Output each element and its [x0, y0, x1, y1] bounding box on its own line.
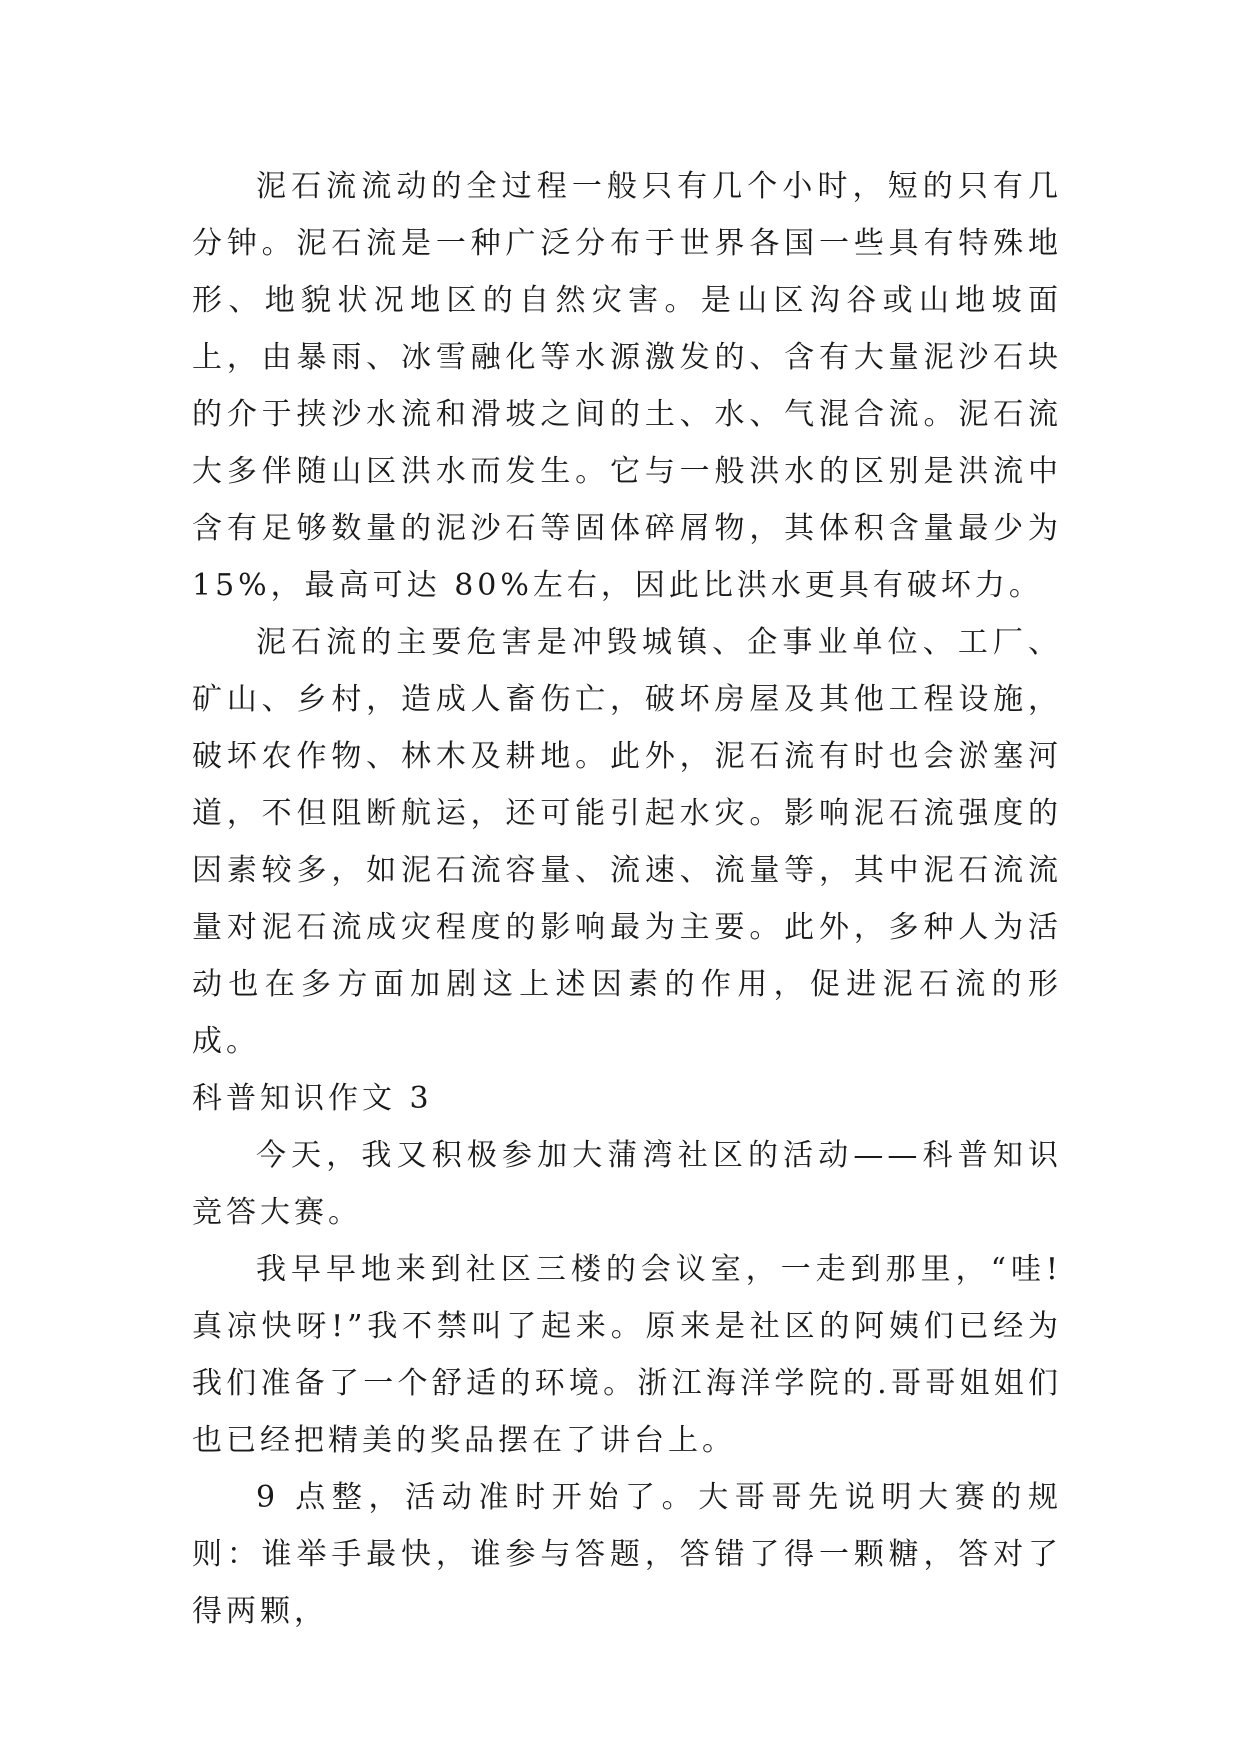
paragraph-debris-flow-intro: 泥石流流动的全过程一般只有几个小时，短的只有几分钟。泥石流是一种广泛分布于世界各国一些具有特殊地形、地貌状况地区的自然灾害。是山区沟谷或山地坡面上，由暴雨、冰雪融化等水源激发的、含有大量泥沙石块的介于挟沙水流和滑坡之间的土、水、气混合流。泥石流大多伴随山区洪水而发生。它与一般洪水的区别是洪流中含有足够数量的泥沙石等固体碎屑物，其体积含量最少为 15%，最高可达 80%左右，因此比洪水更具有破坏力。 [192, 169, 1062, 603]
document-body [192, 158, 1062, 1640]
paragraph-rules: 9 点整，活动准时开始了。大哥哥先说明大赛的规则：谁举手最快，谁参与答题，答错了得一颗糖，答对了得两颗， [192, 1480, 1062, 1629]
paragraph-debris-flow-hazards: 泥石流的主要危害是冲毁城镇、企事业单位、工厂、矿山、乡村，造成人畜伤亡，破坏房屋及其他工程设施，破坏农作物、林木及耕地。此外，泥石流有时也会淤塞河道，不但阻断航运，还可能引起水灾。影响泥石流强度的因素较多，如泥石流容量、流速、流量等，其中泥石流流量对泥石流成灾程度的影响最为主要。此外，多种人为活动也在多方面加剧这上述因素的作用，促进泥石流的形成。 [192, 625, 1062, 1059]
section-heading: 科普知识作文 3 [192, 1081, 433, 1116]
paragraph-meeting-room: 我早早地来到社区三楼的会议室，一走到那里，“哇!真凉快呀!”我不禁叫了起来。原来是社区的阿姨们已经为我们准备了一个舒适的环境。浙江海洋学院的.哥哥姐姐们也已经把精美的奖品摆在了讲台上。 [192, 1252, 1062, 1458]
paragraph-competition-intro: 今天，我又积极参加大蒲湾社区的活动——科普知识竞答大赛。 [192, 1138, 1062, 1230]
